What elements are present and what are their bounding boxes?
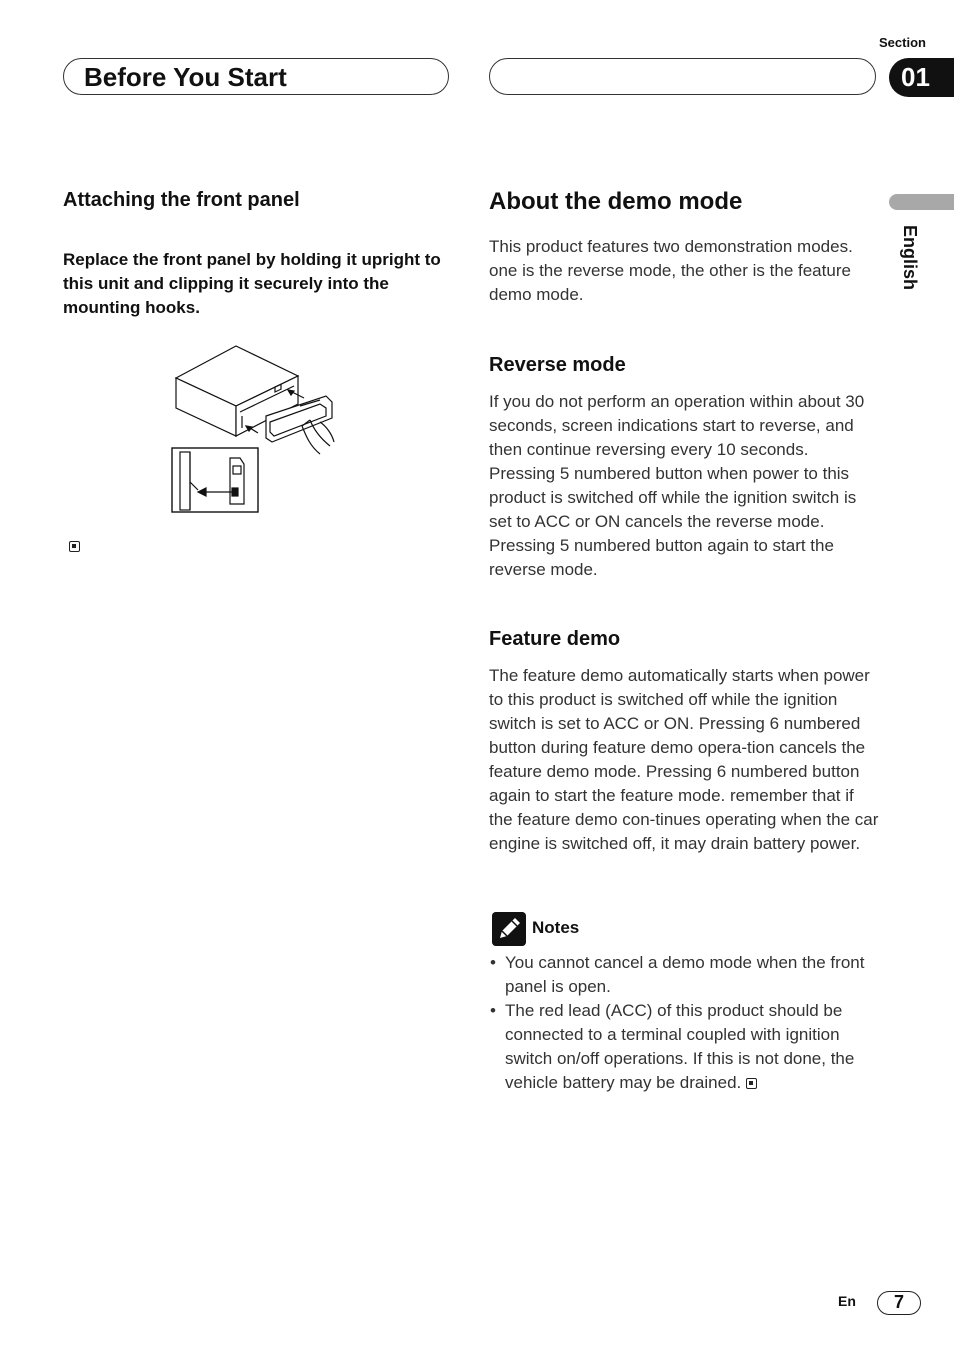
page-number: 7	[877, 1291, 921, 1315]
note-item	[489, 999, 879, 1095]
end-mark-left	[69, 538, 80, 556]
feature-demo-heading: Feature demo	[489, 628, 621, 650]
front-panel-illustration	[170, 342, 340, 517]
notes-title: Notes	[532, 918, 580, 937]
end-square-icon	[746, 1078, 757, 1089]
note-text: The red lead (ACC) of this product should be connected to a terminal coupled with ignition switch on/off operations. If this is not done, the vehicle battery may be drained.	[505, 1001, 855, 1092]
language-tab-bar	[889, 194, 954, 210]
note-item	[489, 951, 879, 999]
demo-mode-intro: This product features two demonstration modes. one is the reverse mode, the other is the feature demo mode.	[489, 237, 853, 304]
section-label: Section	[879, 35, 926, 50]
page-title: Before You Start	[84, 62, 287, 92]
reverse-mode-heading: Reverse mode	[489, 354, 626, 376]
page-title-frame	[63, 58, 449, 95]
notes-pencil-icon	[492, 912, 526, 946]
notes-list	[489, 951, 879, 1095]
section-number-tab	[889, 58, 954, 97]
end-square-icon	[69, 541, 80, 552]
reverse-mode-body: If you do not perform an operation within about 30 seconds, screen indications start to reverse, and then continue reversing every 10 seconds. Pressing 5 numbered button when power to this product is switched off while the ignition switch is set to ACC or ON cancels the reverse mode. Pressing 5 numbered button again to start the reverse mode.	[489, 392, 865, 579]
language-tab-label: English	[900, 225, 920, 291]
front-panel-heading: Attaching the front panel	[63, 189, 300, 211]
front-panel-instruction: Replace the front panel by holding it upright to this unit and clipping it securely into the mounting hooks.	[63, 250, 441, 317]
header-blank-frame	[489, 58, 876, 95]
demo-mode-heading: About the demo mode	[489, 188, 743, 215]
note-text: You cannot cancel a demo mode when the front panel is open.	[505, 953, 865, 996]
footer-language-code: En	[838, 1293, 856, 1309]
section-number: 01	[901, 62, 930, 92]
feature-demo-body: The feature demo automatically starts when power to this product is switched off while the ignition switch is set to ACC or ON. Pressing 6 numbered button during feature demo opera-tion cancels the feature demo mode. Pressing 6 numbered button again to start the feature mode. remember that if the feature demo con-tinues operating when the car engine is switched off, it may drain battery power.	[489, 666, 879, 853]
